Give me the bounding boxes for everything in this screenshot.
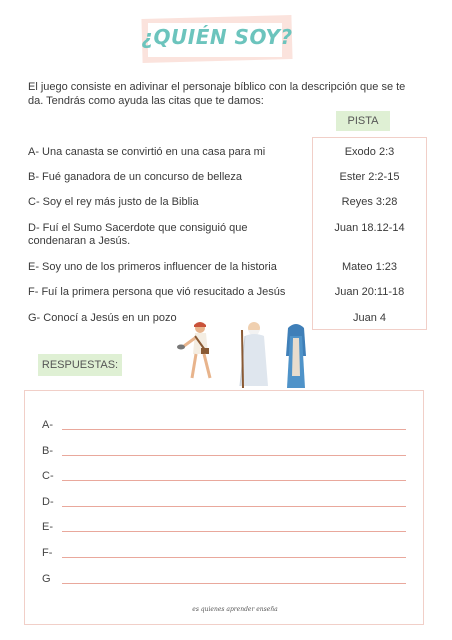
hint-f: Juan 20:11-18 <box>334 286 405 298</box>
answer-letter-c: C- <box>42 470 54 482</box>
answer-letter-b: B- <box>42 445 53 457</box>
question-c: C- Soy el rey más justo de la Biblia <box>28 196 199 208</box>
question-e: E- Soy uno de los primeros influencer de la historia <box>28 261 277 273</box>
hint-c: Reyes 3:28 <box>341 196 398 208</box>
walking-man-figure <box>177 322 210 378</box>
title-banner <box>138 15 296 65</box>
answer-letter-g: G <box>42 573 51 585</box>
answer-line-f[interactable] <box>62 557 406 558</box>
answer-line-b[interactable] <box>62 455 406 456</box>
question-f: F- Fuí la primera persona que vió resucitado a Jesús <box>28 286 286 298</box>
answer-line-e[interactable] <box>62 531 406 532</box>
hint-a: Exodo 2:3 <box>344 146 395 158</box>
footer-text: es quienes aprender enseña <box>192 606 278 613</box>
answer-letter-e: E- <box>42 521 53 533</box>
hint-g: Juan 4 <box>352 312 387 324</box>
question-b: B- Fué ganadora de un concurso de belleza <box>28 171 243 183</box>
hint-b: Ester 2:2-15 <box>339 171 400 183</box>
answer-line-a[interactable] <box>62 429 406 430</box>
answer-line-c[interactable] <box>62 480 406 481</box>
answers-label: RESPUESTAS: <box>38 354 122 376</box>
question-a: A- Una canasta se convirtió en una casa para mi <box>28 146 266 158</box>
answer-letter-f: F- <box>42 547 53 559</box>
intro-text: El juego consiste en adivinar el personaje bíblico con la descripción que se te da. Tendrás como ayuda las citas que te damos: <box>28 81 406 107</box>
hint-d: Juan 18.12-14 <box>334 222 405 234</box>
woman-figure <box>286 324 306 388</box>
answer-line-d[interactable] <box>62 506 406 507</box>
answer-letter-a: A- <box>42 419 53 431</box>
answers-box <box>24 390 424 625</box>
hint-e: Mateo 1:23 <box>341 261 398 273</box>
pista-label: PISTA <box>336 111 390 131</box>
question-g: G- Conocí a Jesús en un pozo <box>28 312 177 324</box>
answer-line-g[interactable] <box>62 583 406 584</box>
old-man-figure <box>240 322 268 388</box>
answer-letter-d: D- <box>42 496 54 508</box>
biblical-figures-illustration <box>172 316 312 390</box>
question-d: D- Fuí el Sumo Sacerdote que consiguió que condenaran a Jesús. <box>28 222 248 247</box>
page-title: ¿QUIÉN SOY? <box>141 25 293 49</box>
